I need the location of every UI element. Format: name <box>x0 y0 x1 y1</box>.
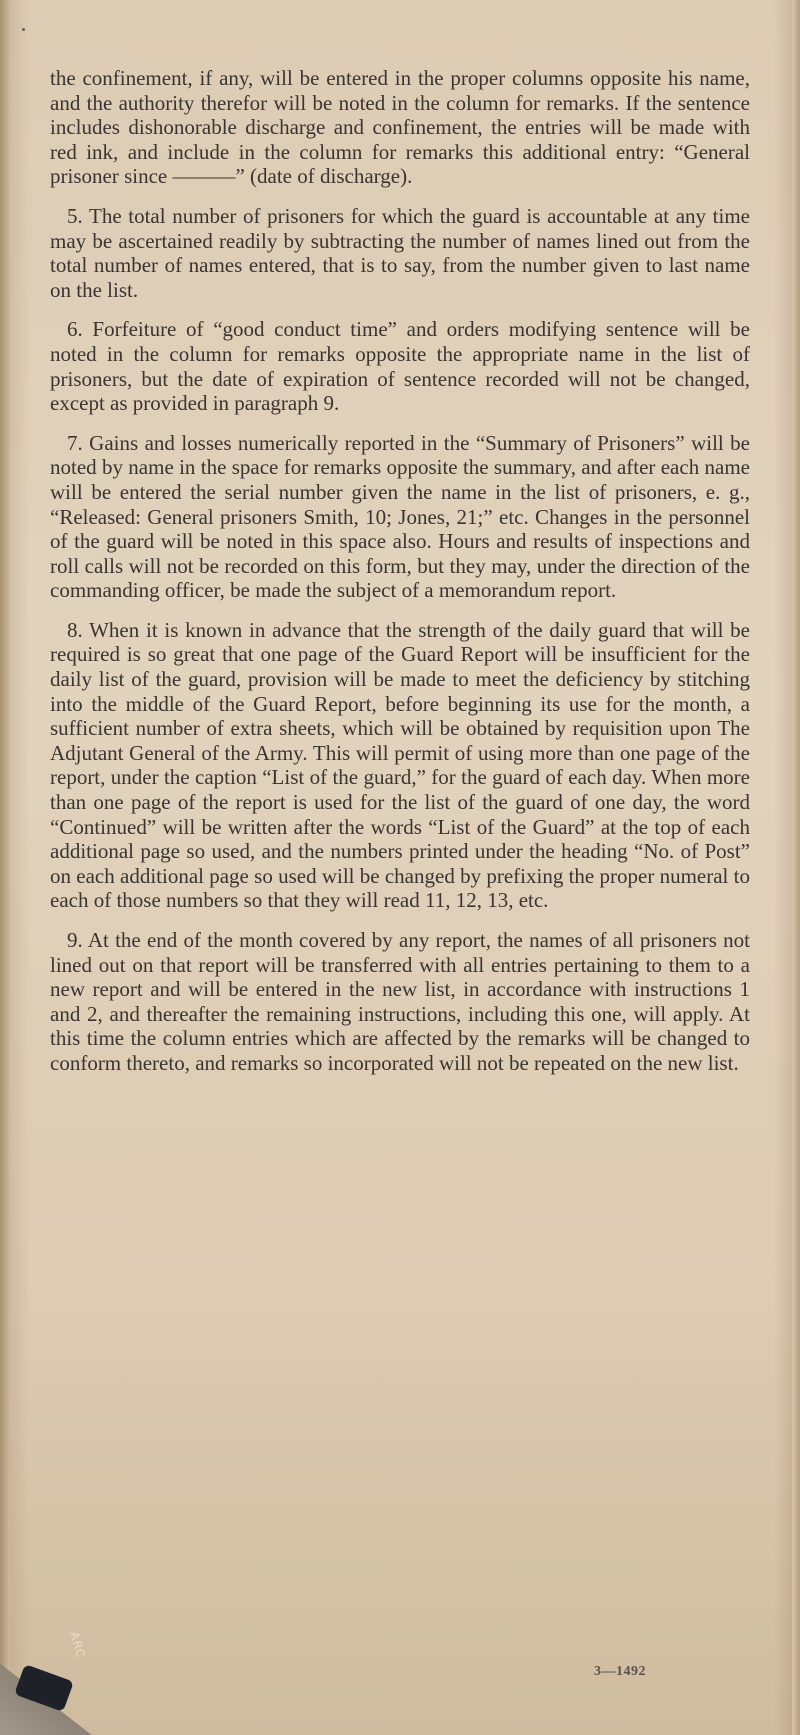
paragraph-9: 9. At the end of the month covered by any report, the names of all prisoners not lined out on that report will be transferred with all entries pertaining to them to a new report and will be entered in the new list, in accordance with instructions 1 and 2, and thereafter the remaining instructions, including this one, will apply. At this time the column entries which are affected by the remarks will be changed to conform thereto, and remarks so incorporated will not be repeated on the new list. <box>50 928 750 1075</box>
margin-mark <box>22 28 25 31</box>
paragraph-6: 6. Forfeiture of “good conduct time” and orders modifying sentence will be noted in the column for remarks opposite the appropriate name in the list of prisoners, but the date of expiration of sentence recorded will not be changed, except as provided in paragraph 9. <box>50 317 750 416</box>
paragraph-continuation: the confinement, if any, will be entered in the proper columns opposite his name, and the authority therefor will be noted in the column for remarks. If the sentence includes dishonorable discharge and confinement, the entries will be made with red ink, and include in the column for remarks this additional entry: “General prisoner since ———” (date of discharge). <box>50 66 750 189</box>
paper-left-edge <box>0 0 10 1735</box>
paragraph-7: 7. Gains and losses numerically reported in the “Summary of Prisoners” will be noted by name in the space for remarks opposite the summary, and after each name will be entered the serial number given the name in the list of prisoners, e. g., “Released: General prisoners Smith, 10; Jones, 21;” etc. Changes in the personnel of the guard will be noted in this space also. Hours and results of inspections and roll calls will not be recorded on this form, but they may, under the direction of the commanding officer, be made the subject of a memorandum report. <box>50 430 750 603</box>
paragraph-5: 5. The total number of prisoners for which the guard is accountable at any time may be ascertained readily by subtracting the number of names lined out from the total number of names entered, that is to say, from the number given to last name on the list. <box>50 203 750 302</box>
form-number: 3—1492 <box>594 1664 646 1679</box>
archive-stamp <box>0 1630 130 1735</box>
paragraph-8: 8. When it is known in advance that the strength of the daily guard that will be required is so great that one page of the Guard Report will be insufficient for the daily list of the guard, provision will be made to meet the deficiency by stitching into the middle of the Guard Report, before beginning its use for the month, a sufficient number of extra sheets, which will be obtained by requisition upon The Adjutant General of the Army. This will permit of using more than one page of the report, under the caption “List of the guard,” for the guard of each day. When more than one page of the report is used for the list of the guard of one day, the word “Continued” will be written after the words “List of the Guard” at the top of each additional page so used, and the numbers printed under the heading “No. of Post” on each additional page so used will be changed by prefixing the proper numeral to each of those numbers so that they will read 11, 12, 13, etc. <box>50 617 750 913</box>
instructions-text <box>50 66 750 1091</box>
paper-right-edge <box>792 0 800 1735</box>
stamp-text: ARC <box>67 1630 88 1661</box>
